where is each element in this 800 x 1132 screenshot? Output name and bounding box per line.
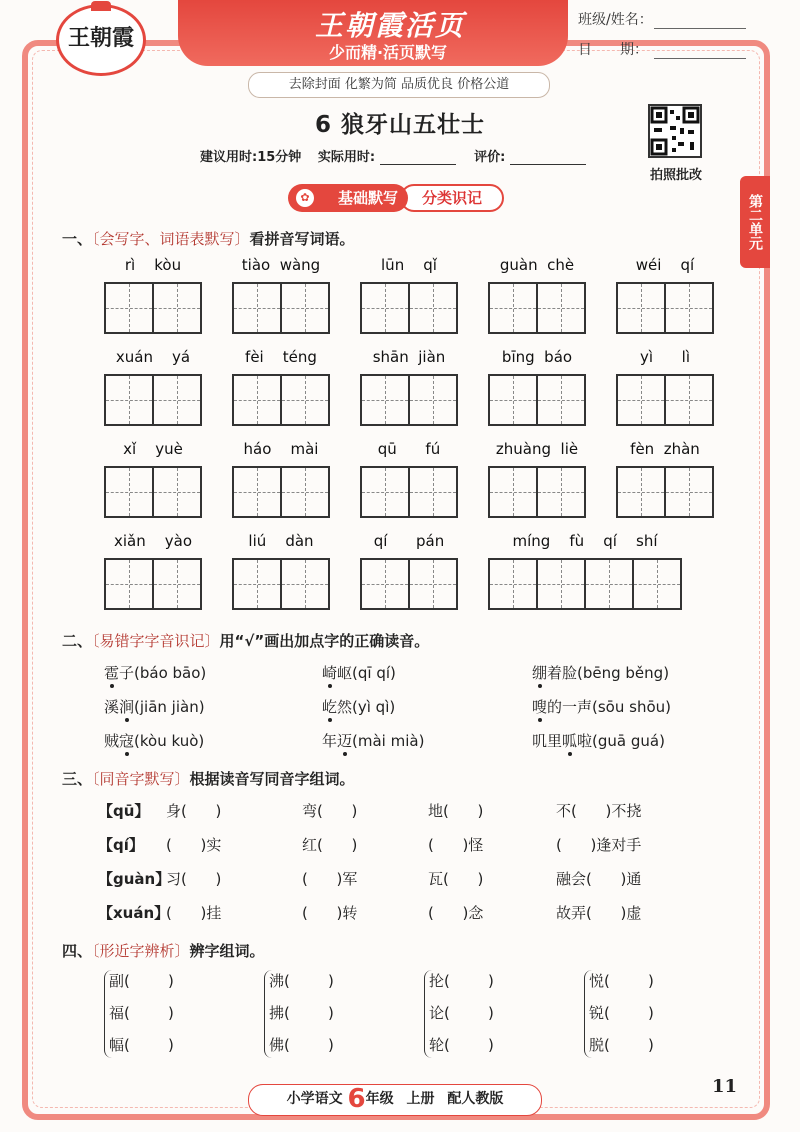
character-box[interactable] bbox=[104, 466, 154, 518]
writing-grid bbox=[104, 558, 200, 610]
word-suffix-options: 着脸(bēng běng) bbox=[547, 664, 670, 682]
character-box[interactable] bbox=[616, 374, 666, 426]
pinyin-prompt: xiǎn yào bbox=[113, 532, 193, 550]
similar-character-group bbox=[424, 970, 521, 1058]
dotted-character: 绷 bbox=[532, 664, 548, 682]
medal-icon: ✿ bbox=[296, 189, 314, 207]
footer-term: 上册 bbox=[406, 1091, 435, 1107]
pronunciation-item[interactable] bbox=[532, 662, 669, 683]
homophone-pinyin: 【xuán】 bbox=[98, 904, 170, 922]
pinyin-prompt: bīng báo bbox=[501, 348, 573, 366]
writing-grid bbox=[232, 558, 328, 610]
writing-grid bbox=[488, 466, 584, 518]
section-pill bbox=[288, 184, 508, 212]
date-field[interactable] bbox=[654, 40, 746, 59]
character-box[interactable] bbox=[664, 374, 714, 426]
pinyin-prompt: qū fú bbox=[377, 440, 441, 458]
homophone-blank[interactable]: 身( ) bbox=[166, 802, 222, 820]
pinyin-prompt: yì lì bbox=[640, 348, 690, 366]
homophone-blank[interactable]: ( )念 bbox=[428, 904, 484, 922]
writing-grid bbox=[104, 374, 200, 426]
word-suffix-options: (mài mià) bbox=[352, 732, 425, 750]
writing-grid bbox=[360, 282, 456, 334]
character-box[interactable] bbox=[360, 282, 410, 334]
homophone-blank[interactable]: 地( ) bbox=[428, 802, 484, 820]
page-number: 11 bbox=[712, 1076, 738, 1097]
pinyin-prompt: míng fù qí shí bbox=[512, 532, 658, 550]
word-suffix-options: 然(yì qì) bbox=[337, 698, 396, 716]
character-blank[interactable]: 沸( ) bbox=[269, 972, 334, 990]
character-box[interactable] bbox=[232, 282, 282, 334]
word-suffix-options: 啦(guā guá) bbox=[577, 732, 665, 750]
homophone-blank[interactable]: ( )军 bbox=[302, 870, 358, 888]
pinyin-prompt: wéi qí bbox=[635, 256, 695, 274]
writing-grid bbox=[488, 374, 584, 426]
character-blank[interactable]: 副( ) bbox=[109, 972, 174, 990]
character-blank[interactable]: 论( ) bbox=[429, 1004, 494, 1022]
word-prefix: 溪 bbox=[104, 698, 120, 716]
character-box[interactable] bbox=[360, 466, 410, 518]
q4-title bbox=[62, 940, 265, 961]
pinyin-prompt: fèn zhàn bbox=[630, 440, 700, 458]
character-box[interactable] bbox=[280, 282, 330, 334]
writing-grid bbox=[616, 282, 712, 334]
dotted-character: 呱 bbox=[562, 732, 578, 750]
writing-grid bbox=[104, 282, 200, 334]
evaluation-label: 评价: bbox=[474, 150, 506, 165]
character-box[interactable] bbox=[536, 558, 586, 610]
word-suffix-options: (jiān jiàn) bbox=[134, 698, 205, 716]
pinyin-prompt: tiào wàng bbox=[241, 256, 321, 274]
character-blank[interactable]: 佛( ) bbox=[269, 1036, 334, 1054]
character-box[interactable] bbox=[152, 282, 202, 334]
homophone-pinyin: 【qí】 bbox=[98, 836, 144, 854]
dotted-character: 嗖 bbox=[532, 698, 548, 716]
q2-title bbox=[62, 630, 429, 651]
pinyin-prompt: liú dàn bbox=[248, 532, 314, 550]
word-prefix: 年 bbox=[322, 732, 338, 750]
pronunciation-item[interactable] bbox=[322, 696, 395, 717]
similar-character-group bbox=[104, 970, 201, 1058]
q2-instruction: 用“√”画出加点字的正确读音。 bbox=[219, 632, 430, 650]
similar-character-group bbox=[264, 970, 361, 1058]
pronunciation-item[interactable] bbox=[104, 662, 206, 683]
pinyin-prompt: rì kòu bbox=[124, 256, 182, 274]
character-box[interactable] bbox=[488, 466, 538, 518]
character-box[interactable] bbox=[280, 558, 330, 610]
footer-edition: 配人教版 bbox=[447, 1091, 504, 1107]
q2-number: 二、 bbox=[62, 632, 93, 650]
q2-tag: 〔易错字字音识记〕 bbox=[92, 632, 220, 650]
character-box[interactable] bbox=[488, 282, 538, 334]
q3-number: 三、 bbox=[62, 770, 93, 788]
dotted-character: 雹 bbox=[104, 664, 120, 682]
q3-instruction: 根据读音写同音字组词。 bbox=[189, 770, 355, 788]
character-blank[interactable]: 抡( ) bbox=[429, 972, 494, 990]
character-box[interactable] bbox=[360, 374, 410, 426]
evaluation-field[interactable] bbox=[510, 150, 586, 165]
brand-logo bbox=[56, 4, 146, 76]
actual-time-label: 实际用时: bbox=[317, 150, 376, 165]
dotted-character: 迈 bbox=[337, 732, 353, 750]
character-box[interactable] bbox=[664, 282, 714, 334]
writing-grid bbox=[488, 558, 680, 610]
q3-tag: 〔同音字默写〕 bbox=[92, 770, 190, 788]
character-box[interactable] bbox=[152, 558, 202, 610]
section-pill-left bbox=[288, 184, 408, 212]
homophone-blank[interactable]: 不( )不挠 bbox=[556, 802, 642, 820]
character-box[interactable] bbox=[536, 466, 586, 518]
similar-character-group bbox=[584, 970, 681, 1058]
dotted-character: 寇 bbox=[119, 732, 135, 750]
writing-grid bbox=[360, 466, 456, 518]
homophone-blank[interactable]: ( )实 bbox=[166, 836, 222, 854]
slogan: 去除封面 化繁为简 品质优良 价格公道 bbox=[248, 72, 550, 98]
suggested-time: 建议用时:15分钟 bbox=[200, 150, 302, 165]
q4-tag: 〔形近字辨析〕 bbox=[92, 942, 190, 960]
pinyin-prompt: xǐ yuè bbox=[123, 440, 183, 458]
q1-tag: 〔会写字、词语表默写〕 bbox=[92, 230, 250, 248]
character-box[interactable] bbox=[232, 374, 282, 426]
homophone-pinyin: 【guàn】 bbox=[98, 870, 171, 888]
footer-grade-suffix: 年级 bbox=[365, 1091, 394, 1107]
word-suffix-options: (kòu kuò) bbox=[134, 732, 205, 750]
date-label: 日 期： bbox=[578, 42, 648, 58]
homophone-blank[interactable]: 弯( ) bbox=[302, 802, 358, 820]
homophone-blank[interactable]: 红( ) bbox=[302, 836, 358, 854]
character-box[interactable] bbox=[152, 374, 202, 426]
writing-grid bbox=[616, 466, 712, 518]
character-box[interactable] bbox=[632, 558, 682, 610]
character-box[interactable] bbox=[408, 558, 458, 610]
pronunciation-item[interactable] bbox=[532, 730, 665, 751]
pronunciation-item[interactable] bbox=[532, 696, 671, 717]
character-blank[interactable]: 拂( ) bbox=[269, 1004, 334, 1022]
word-suffix-options: 的一声(sōu shōu) bbox=[547, 698, 671, 716]
character-blank[interactable]: 轮( ) bbox=[429, 1036, 494, 1054]
dotted-character: 涧 bbox=[119, 698, 135, 716]
class-name-field[interactable] bbox=[654, 10, 746, 29]
character-box[interactable] bbox=[536, 282, 586, 334]
pronunciation-item[interactable] bbox=[322, 662, 396, 683]
pinyin-prompt: fèi téng bbox=[245, 348, 317, 366]
character-box[interactable] bbox=[408, 282, 458, 334]
word-suffix-options: 子(báo bāo) bbox=[119, 664, 207, 682]
writing-grid bbox=[360, 558, 456, 610]
crown-icon bbox=[91, 1, 111, 11]
pinyin-prompt: guàn chè bbox=[499, 256, 575, 274]
q1-number: 一、 bbox=[62, 230, 93, 248]
character-box[interactable] bbox=[408, 374, 458, 426]
time-row bbox=[200, 146, 586, 165]
pronunciation-item[interactable] bbox=[322, 730, 424, 751]
pronunciation-item[interactable] bbox=[104, 696, 205, 717]
character-box[interactable] bbox=[488, 374, 538, 426]
character-box[interactable] bbox=[280, 374, 330, 426]
homophone-blank[interactable]: ( )转 bbox=[302, 904, 358, 922]
character-blank[interactable]: 福( ) bbox=[109, 1004, 174, 1022]
character-box[interactable] bbox=[408, 466, 458, 518]
logo-text: 王朝霞 bbox=[67, 25, 134, 51]
writing-grid bbox=[104, 466, 200, 518]
lesson-title: 6 狼牙山五壮士 bbox=[314, 112, 485, 138]
character-blank[interactable]: 脱( ) bbox=[589, 1036, 654, 1054]
character-blank[interactable]: 悦( ) bbox=[589, 972, 654, 990]
character-box[interactable] bbox=[616, 282, 666, 334]
character-blank[interactable]: 幅( ) bbox=[109, 1036, 174, 1054]
pinyin-prompt: lūn qǐ bbox=[381, 256, 437, 274]
pinyin-prompt: zhuàng liè bbox=[495, 440, 579, 458]
q1-instruction: 看拼音写词语。 bbox=[249, 230, 355, 248]
character-box[interactable] bbox=[584, 558, 634, 610]
writing-grid bbox=[360, 374, 456, 426]
class-name-label: 班级/姓名： bbox=[578, 12, 653, 28]
character-box[interactable] bbox=[616, 466, 666, 518]
q4-instruction: 辨字组词。 bbox=[189, 942, 265, 960]
word-prefix: 叽里 bbox=[532, 732, 563, 750]
q1-title bbox=[62, 228, 355, 249]
writing-grid bbox=[488, 282, 584, 334]
character-box[interactable] bbox=[664, 466, 714, 518]
section-pill-right: 分类识记 bbox=[400, 184, 504, 212]
homophone-blank[interactable]: ( )怪 bbox=[428, 836, 484, 854]
writing-grid bbox=[232, 466, 328, 518]
character-box[interactable] bbox=[360, 558, 410, 610]
student-info bbox=[574, 4, 750, 64]
section-pill-left-label: 基础默写 bbox=[337, 189, 398, 207]
footer-grade-number: 6 bbox=[347, 1084, 366, 1114]
unit-side-tab: 第二单元 bbox=[740, 176, 770, 268]
writing-grid bbox=[232, 282, 328, 334]
pinyin-prompt: qí pán bbox=[373, 532, 445, 550]
character-box[interactable] bbox=[280, 466, 330, 518]
pinyin-prompt: háo mài bbox=[243, 440, 319, 458]
qr-code-icon[interactable] bbox=[648, 104, 702, 158]
pinyin-prompt: xuán yá bbox=[115, 348, 191, 366]
character-box[interactable] bbox=[104, 374, 154, 426]
homophone-blank[interactable]: 故弄( )虚 bbox=[556, 904, 642, 922]
character-box[interactable] bbox=[232, 466, 282, 518]
homophone-blank[interactable]: 融会( )通 bbox=[556, 870, 642, 888]
brand-title: 王朝霞活页 bbox=[314, 9, 465, 42]
writing-grid bbox=[616, 374, 712, 426]
character-box[interactable] bbox=[488, 558, 538, 610]
homophone-blank[interactable]: 习( ) bbox=[166, 870, 222, 888]
pinyin-prompt: shān jiàn bbox=[372, 348, 446, 366]
brand-subtitle: 少而精·活页默写 bbox=[328, 43, 448, 62]
pronunciation-item[interactable] bbox=[104, 730, 204, 751]
character-box[interactable] bbox=[536, 374, 586, 426]
homophone-pinyin: 【qū】 bbox=[98, 802, 150, 820]
homophone-blank[interactable]: ( )逢对手 bbox=[556, 836, 642, 854]
character-blank[interactable]: 锐( ) bbox=[589, 1004, 654, 1022]
word-prefix: 贼 bbox=[104, 732, 120, 750]
character-box[interactable] bbox=[104, 558, 154, 610]
homophone-blank[interactable]: 瓦( ) bbox=[428, 870, 484, 888]
writing-grid bbox=[232, 374, 328, 426]
footer-subject: 小学语文 bbox=[286, 1091, 343, 1107]
word-suffix-options: 岖(qī qí) bbox=[337, 664, 396, 682]
q4-number: 四、 bbox=[62, 942, 93, 960]
actual-time-field[interactable] bbox=[380, 150, 456, 165]
homophone-blank[interactable]: ( )挂 bbox=[166, 904, 222, 922]
dotted-character: 屹 bbox=[322, 698, 338, 716]
dotted-character: 崎 bbox=[322, 664, 338, 682]
q3-title bbox=[62, 768, 355, 789]
character-box[interactable] bbox=[152, 466, 202, 518]
qr-label: 拍照批改 bbox=[649, 168, 702, 183]
footer-badge bbox=[248, 1084, 542, 1116]
character-box[interactable] bbox=[104, 282, 154, 334]
character-box[interactable] bbox=[232, 558, 282, 610]
